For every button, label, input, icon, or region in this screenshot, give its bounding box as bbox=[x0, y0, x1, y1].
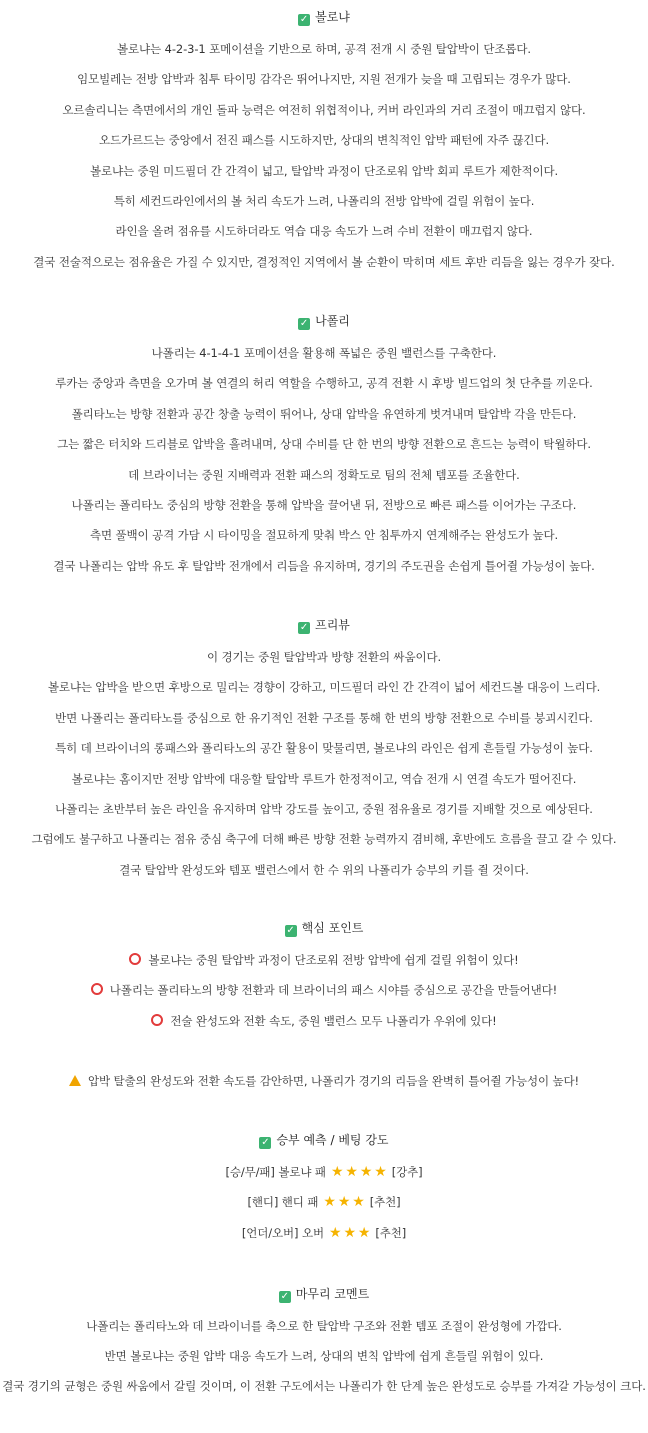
star-icon: ★ bbox=[323, 1194, 336, 1211]
napoli-lines bbox=[0, 338, 648, 581]
bologna-lines bbox=[0, 34, 648, 277]
star-icon: ★ bbox=[357, 1224, 371, 1241]
list-item: 나폴리는 폴리타노의 방향 전환과 데 브라이너의 패스 시야를 중심으로 공간을 만들어낸다! bbox=[0, 975, 648, 1005]
red-circle-icon bbox=[91, 983, 103, 995]
check-icon: ✓ bbox=[286, 925, 295, 936]
text-line: 볼로냐는 압박을 받으면 후방으로 밀리는 경향이 강하고, 미드필더 라인 간 간격이 넓어 세컨드볼 대응이 느리다. bbox=[47, 680, 601, 695]
closing-heading: ✓ 마무리 코멘트 bbox=[280, 1287, 370, 1302]
text-line: 오드가르드는 중앙에서 전진 패스를 시도하지만, 상대의 변칙적인 압박 패턴에 자주 끊긴다. bbox=[99, 133, 549, 148]
keypoints-heading: ✓ 핵심 포인트 bbox=[286, 921, 364, 936]
text-line: 반면 볼로냐는 중원 압박 대응 속도가 느려, 상대의 변칙 압박에 쉽게 흔들릴 위험이 있다. bbox=[104, 1349, 544, 1364]
text-line: 결국 나폴리는 압박 유도 후 탈압박 전개에서 리듬을 유지하며, 경기의 주도권을 손쉽게 틀어쥘 가능성이 높다. bbox=[53, 558, 595, 573]
prediction-section bbox=[0, 1130, 648, 1248]
text-line: 결국 경기의 균형은 중원 싸움에서 갈릴 것이며, 이 전환 구도에서는 나폴리가 한 단계 높은 완성도로 승부를 가져갈 가능성이 크다. bbox=[2, 1378, 646, 1393]
star-icon: ★ bbox=[352, 1194, 365, 1211]
star-icon: ★ bbox=[329, 1224, 342, 1241]
red-circle-icon bbox=[129, 953, 141, 965]
warning-section bbox=[0, 1066, 648, 1096]
check-icon: ✓ bbox=[299, 318, 309, 329]
text-line: 반면 나폴리는 폴리타노를 중심으로 한 유기적인 전환 구조를 통해 한 번의 방향 전환으로 수비를 붕괴시킨다. bbox=[55, 710, 593, 725]
rating-stars bbox=[322, 1195, 365, 1209]
prediction-row: [핸디] 핸디 패 ★ ★ ★ [추천] bbox=[247, 1194, 401, 1211]
warning-icon bbox=[69, 1075, 81, 1086]
prediction-heading: ✓ 승부 예측 / 베팅 강도 bbox=[261, 1133, 389, 1148]
text-line: 특히 데 브라이너의 롱패스와 폴리타노의 공간 활용이 맞물리면, 볼로냐의 라인은 쉽게 흔들릴 가능성이 높다. bbox=[55, 741, 593, 756]
bologna-heading: ✓ 볼로냐 bbox=[299, 10, 350, 25]
napoli-section bbox=[0, 311, 648, 581]
prediction-row: [언더/오버] 오버 ★ ★ ★ [추천] bbox=[241, 1224, 407, 1241]
closing-lines bbox=[0, 1311, 648, 1395]
text-line: 루카는 중앙과 측면을 오가며 볼 연결의 허리 역할을 수행하고, 공격 전환 시 후방 빌드업의 첫 단추를 끼운다. bbox=[55, 376, 593, 391]
keypoints-list bbox=[0, 945, 648, 1036]
text-line: 나폴리는 폴리타노 중심의 방향 전환을 통해 압박을 끌어낸 뒤, 전방으로 빠른 패스를 이어가는 구조다. bbox=[71, 497, 577, 512]
closing-section bbox=[0, 1284, 648, 1395]
text-line: 볼로냐는 홈이지만 전방 압박에 대응할 탈압박 루트가 한정적이고, 역습 전개 시 연결 속도가 떨어진다. bbox=[71, 771, 577, 786]
warning-line: 압박 탈출의 완성도와 전환 속도를 감안하면, 나폴리가 경기의 리듬을 완벽히 틀어쥘 가능성이 높다! bbox=[0, 1066, 648, 1096]
text-line: 측면 풀백이 공격 가담 시 타이밍을 절묘하게 맞춰 박스 안 침투까지 연계해주는 완성도가 높다. bbox=[89, 528, 559, 543]
check-icon: ✓ bbox=[299, 14, 309, 25]
text-line: 임모빌레는 전방 압박과 침투 타이밍 감각은 뛰어나지만, 지원 전개가 늦을 때 고립되는 경우가 많다. bbox=[77, 72, 571, 87]
check-icon: ✓ bbox=[280, 1291, 289, 1302]
list-item: 볼로냐는 중원 탈압박 과정이 단조로워 전방 압박에 쉽게 걸릴 위험이 있다! bbox=[0, 945, 648, 975]
text-line: 볼로냐는 4-2-3-1 포메이션을 기반으로 하며, 공격 전개 시 중원 탈압박이 단조롭다. bbox=[117, 42, 531, 56]
keypoints-section bbox=[0, 918, 648, 1036]
prediction-list bbox=[0, 1157, 648, 1248]
star-icon: ★ bbox=[345, 1164, 358, 1180]
star-icon: ★ bbox=[343, 1224, 356, 1241]
text-line: 결국 탈압박 완성도와 템포 밸런스에서 한 수 위의 나폴리가 승부의 키를 쥘 것이다. bbox=[119, 862, 529, 877]
text-line: 이 경기는 중원 탈압박과 방향 전환의 싸움이다. bbox=[206, 650, 442, 664]
text-line: 데 브라이너는 중원 지배력과 전환 패스의 정확도로 팀의 전체 템포를 조율한다. bbox=[128, 467, 520, 482]
text-line: 나폴리는 폴리타노와 데 브라이너를 축으로 한 탈압박 구조와 전환 템포 조절이 완성형에 가깝다. bbox=[86, 1319, 562, 1333]
text-line: 결국 전술적으로는 점유율은 가질 수 있지만, 결정적인 지역에서 볼 순환이 막히며 세트 후반 리듬을 잃는 경우가 잦다. bbox=[33, 254, 615, 269]
bologna-section bbox=[0, 7, 648, 277]
text-line: 라인을 올려 점유를 시도하더라도 역습 대응 속도가 느려 수비 전환이 매끄럽지 않다. bbox=[115, 224, 533, 239]
preview-lines bbox=[0, 642, 648, 885]
text-line: 나폴리는 초반부터 높은 라인을 유지하며 압박 강도를 높이고, 중원 점유율로 경기를 지배할 것으로 예상된다. bbox=[55, 801, 593, 816]
star-icon: ★ bbox=[337, 1194, 351, 1211]
napoli-heading: ✓ 나폴리 bbox=[299, 314, 350, 329]
star-icon: ★ bbox=[330, 1164, 344, 1180]
red-circle-icon bbox=[151, 1014, 163, 1026]
star-icon: ★ bbox=[374, 1164, 387, 1180]
preview-heading: ✓ 프리뷰 bbox=[299, 618, 350, 633]
rating-stars bbox=[330, 1165, 388, 1179]
text-line: 폴리타노는 방향 전환과 공간 창출 능력이 뛰어나, 상대 압박을 유연하게 벗겨내며 탈압박 각을 만든다. bbox=[71, 406, 577, 421]
text-line: 그럼에도 불구하고 나폴리는 점유 중심 축구에 더해 빠른 방향 전환 능력까지 겸비해, 후반에도 흐름을 끌고 갈 수 있다. bbox=[31, 832, 617, 847]
prediction-row: [승/무/패] 볼로냐 패 ★ ★ ★ ★ [강추] bbox=[225, 1164, 423, 1180]
rating-stars bbox=[328, 1226, 371, 1240]
check-icon: ✓ bbox=[299, 622, 309, 633]
check-icon: ✓ bbox=[261, 1137, 270, 1148]
preview-section bbox=[0, 615, 648, 885]
list-item: 전술 완성도와 전환 속도, 중원 밸런스 모두 나폴리가 우위에 있다! bbox=[0, 1006, 648, 1036]
text-line: 나폴리는 4-1-4-1 포메이션을 활용해 폭넓은 중원 밸런스를 구축한다. bbox=[151, 346, 497, 360]
text-line: 볼로냐는 중원 미드필더 간 간격이 넓고, 탈압박 과정이 단조로워 압박 회피 루트가 제한적이다. bbox=[89, 163, 559, 178]
text-line: 오르솔리니는 측면에서의 개인 돌파 능력은 여전히 위협적이나, 커버 라인과의 거리 조절이 매끄럽지 않다. bbox=[62, 102, 586, 117]
text-line: 그는 짧은 터치와 드리블로 압박을 흘려내며, 상대 수비를 단 한 번의 방향 전환으로 흔드는 능력이 탁월하다. bbox=[57, 437, 591, 452]
star-icon: ★ bbox=[359, 1164, 373, 1180]
text-line: 특히 세컨드라인에서의 볼 처리 속도가 느려, 나폴리의 전방 압박에 걸릴 위험이 높다. bbox=[113, 193, 535, 208]
